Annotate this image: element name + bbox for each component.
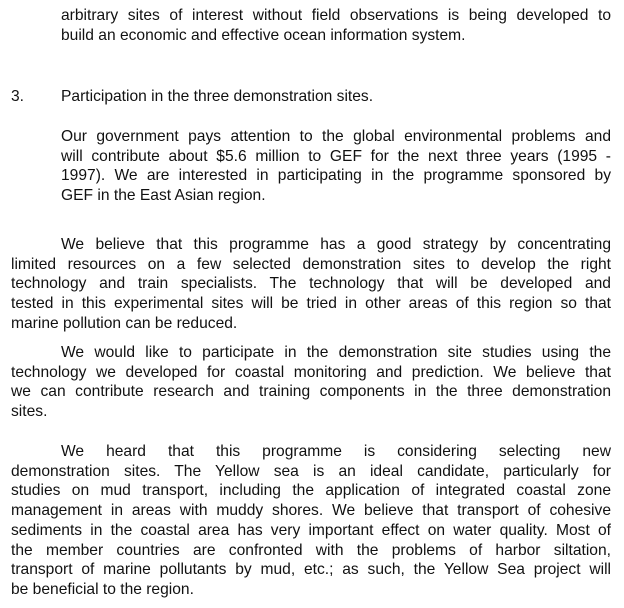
text-line: We believe that this programme has a good strategy by concentrating xyxy=(61,236,611,253)
paragraph-participation xyxy=(11,343,611,422)
text-line: transport of marine pollutants by mud, etc.; as such, the Yellow Sea project will xyxy=(11,561,611,579)
text-line: We would like to participate in the demonstration site studies using the xyxy=(61,344,611,361)
text-line: studies on mud transport, including the application of integrated coastal zone xyxy=(11,482,611,500)
text-line: be beneficial to the region. xyxy=(11,580,194,598)
text-line: sediments in the coastal area has very important effect on water quality. Most of xyxy=(11,521,611,539)
paragraph-government-contribution xyxy=(61,127,611,206)
text-line: technology we developed for coastal monitoring and prediction. We believe that xyxy=(11,363,611,381)
text-line: tested in this experimental sites will be tried in other areas of this region so that xyxy=(11,295,611,313)
text-line: build an economic and effective ocean information system. xyxy=(61,26,466,44)
text-line: GEF in the East Asian region. xyxy=(61,187,266,205)
paragraph-continuation xyxy=(61,6,611,45)
section-number: 3. xyxy=(11,88,25,105)
section-heading xyxy=(11,87,373,107)
text-line: arbitrary sites of interest without field observations is being developed to xyxy=(61,7,611,24)
text-line: 1997). We are interested in participating in the programme sponsored by xyxy=(61,167,611,185)
text-line: sites. xyxy=(11,403,48,421)
text-line: we can contribute research and training components in the three demonstration xyxy=(11,383,611,401)
text-line: limited resources on a few selected demonstration sites to develop the right xyxy=(11,255,611,273)
text-line: the member countries are confronted with the problems of harbor siltation, xyxy=(11,541,611,559)
text-line: will contribute about $5.6 million to GEF for the next three years (1995 - xyxy=(61,147,611,165)
text-line: technology and train specialists. The technology that will be developed and xyxy=(11,275,611,293)
text-line: demonstration sites. The Yellow sea is an ideal candidate, particularly for xyxy=(11,462,611,480)
text-line: We heard that this programme is considering selecting new xyxy=(61,443,611,460)
paragraph-yellow-sea xyxy=(11,442,611,600)
text-line: marine pollution can be reduced. xyxy=(11,314,238,332)
section-title: Participation in the three demonstration sites. xyxy=(61,88,374,105)
text-line: Our government pays attention to the global environmental problems and xyxy=(61,128,611,145)
paragraph-programme-strategy xyxy=(11,235,611,334)
text-line: management in areas with muddy shores. We believe that transport of cohesive xyxy=(11,502,611,520)
